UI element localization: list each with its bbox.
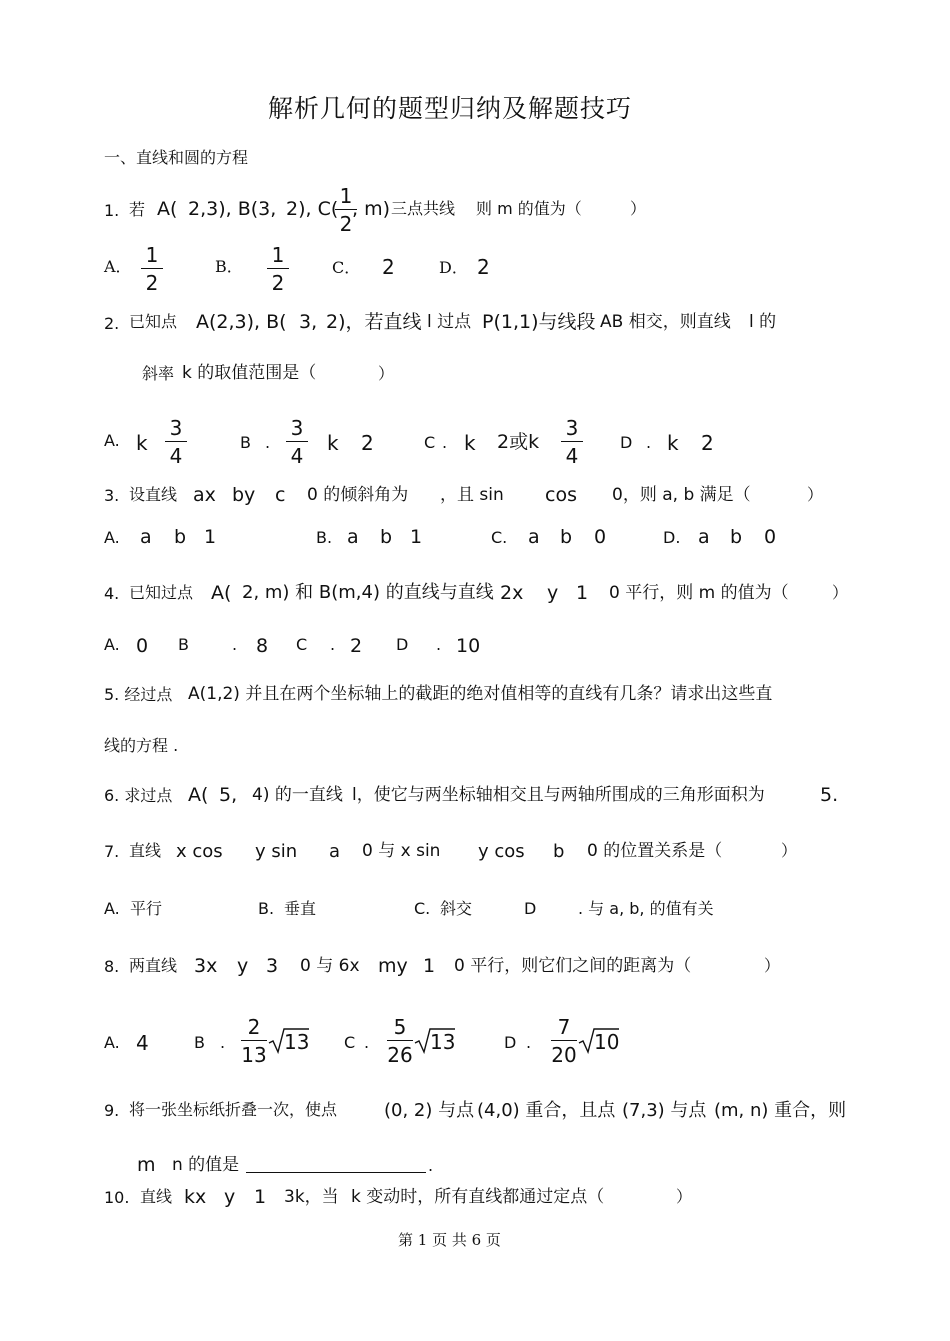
- q9-math: (m, n) 重合，则: [714, 1100, 847, 1121]
- q3-option-b-var: a: [347, 526, 359, 548]
- q1-option-a-label: A．: [104, 257, 132, 276]
- q1-math: 2,3), B(3,: [188, 198, 277, 220]
- q2-option-c-text: 2或k: [497, 431, 540, 453]
- q2-math: 3,: [299, 311, 318, 333]
- q4-number: 4.: [104, 584, 120, 603]
- q4-text: 0 平行，则 m 的值为（: [609, 583, 789, 603]
- q3-option-a-label: A.: [104, 528, 120, 547]
- q3-option-d-label: D.: [663, 528, 681, 547]
- q4-option-d-dot: .: [436, 635, 442, 654]
- q2-option-b-value: 2: [361, 431, 374, 455]
- q8-option-b-radicand: 13: [284, 1030, 310, 1054]
- q8-option-a-label: A.: [104, 1033, 120, 1052]
- q1-math: , m): [352, 198, 390, 220]
- q10-text: ）: [676, 1187, 693, 1206]
- q3-option-a-var: b: [174, 526, 187, 548]
- q8-option-b-fraction: 2 13: [241, 1015, 267, 1067]
- q7-text: ）: [781, 841, 798, 860]
- q2-option-a-fraction: 3 4: [164, 418, 188, 466]
- q3-option-c-var: a: [528, 526, 540, 548]
- q2-text: ）: [378, 364, 395, 383]
- q3-math: cos: [545, 484, 577, 506]
- q4-math: 2x: [500, 582, 524, 604]
- q10-text: k 变动时，所有直线都通过定点（: [351, 1187, 605, 1207]
- q4-option-b-value: 8: [256, 635, 269, 657]
- q9-math: (0, 2) 与点: [384, 1100, 475, 1121]
- q2-option-b-dot: .: [265, 433, 271, 452]
- q2-text: 已知点: [129, 312, 178, 331]
- q8-text: ）: [764, 956, 781, 975]
- q3-text: 0，则 a, b 满足（: [612, 485, 751, 505]
- q2-number: 2.: [104, 314, 120, 333]
- q5-text: A(1,2) 并且在两个坐标轴上的截距的绝对值相等的直线有几条？请求出这些直: [188, 684, 773, 704]
- q4-option-c-value: 2: [350, 635, 363, 657]
- q1-option-d-label: D．: [439, 258, 468, 277]
- q7-text: 直线: [129, 841, 162, 860]
- q3-math: c: [275, 484, 286, 506]
- q8-number: 8.: [104, 957, 120, 976]
- q2-option-b-var: k: [327, 431, 339, 455]
- q1-math: 2), C(: [286, 198, 339, 220]
- q1-option-d-value: 2: [477, 255, 490, 279]
- q7-math: b: [553, 841, 565, 862]
- q2-option-d-value: 2: [701, 431, 714, 455]
- q8-math: y: [237, 955, 249, 977]
- q4-option-b-dot: .: [232, 635, 238, 654]
- q8-option-d-label: D: [504, 1033, 517, 1052]
- q2-option-b-label: B: [240, 433, 251, 452]
- q3-number: 3.: [104, 486, 120, 505]
- q4-math: 1: [576, 582, 589, 604]
- q2-option-d-var: k: [667, 431, 679, 455]
- q7-option-a-text: 平行: [130, 899, 163, 918]
- q6-text: 4) 的一直线: [252, 785, 343, 805]
- q2-option-a-label: A.: [104, 431, 120, 450]
- q7-math: y sin: [255, 841, 298, 862]
- q1-text: 三点共线: [391, 199, 456, 218]
- q1-option-b-fraction: 1 2: [266, 245, 290, 293]
- q7-text: 0 的位置关系是（: [587, 841, 723, 861]
- q2-option-a-var: k: [136, 431, 148, 455]
- q3-option-a-var: a: [140, 526, 152, 548]
- q8-math: 1: [423, 955, 436, 977]
- q9-number: 9.: [104, 1101, 120, 1120]
- q10-math: y: [224, 1186, 236, 1208]
- q8-text: 0 平行，则它们之间的距离为（: [454, 956, 692, 976]
- q8-option-c-fraction: 5 26: [387, 1015, 413, 1067]
- q3-option-c-value: 0: [594, 526, 607, 548]
- q9-math: (4,0) 重合，且点: [477, 1100, 616, 1121]
- q4-option-c-dot: .: [330, 635, 336, 654]
- q3-text: ，且 sin: [440, 485, 504, 505]
- q7-number: 7.: [104, 842, 120, 861]
- q6-math: 5,: [219, 784, 238, 806]
- q1-option-b-label: B．: [215, 257, 243, 276]
- q9-text: n 的值是: [172, 1155, 240, 1175]
- q3-text: ）: [807, 485, 824, 504]
- q2-option-c-dot: .: [442, 433, 448, 452]
- q5-text: 5. 经过点: [104, 685, 173, 704]
- q1-math: A(: [157, 198, 178, 220]
- q6-math: A(: [188, 784, 209, 806]
- q8-math: 3x: [194, 955, 218, 977]
- q4-option-d-label: D: [396, 635, 409, 654]
- q4-option-c-label: C: [296, 635, 308, 654]
- q10-text: 3k，当: [284, 1187, 339, 1207]
- q4-option-b-label: B: [178, 635, 189, 654]
- q8-option-d-radicand: 10: [594, 1030, 620, 1054]
- q8-option-c-label: C: [344, 1033, 356, 1052]
- q6-text: l，使它与两坐标轴相交且与两轴所围成的三角形面积为: [352, 785, 765, 805]
- q4-text: ）: [832, 583, 849, 602]
- q2-option-c-fraction: 3 4: [560, 418, 584, 466]
- q8-option-d-fraction: 7 20: [551, 1015, 577, 1067]
- q10-text: 直线: [140, 1187, 173, 1206]
- q3-text: 0 的倾斜角为: [307, 485, 409, 505]
- q1-option-a-fraction: 1 2: [140, 245, 164, 293]
- q6-math: 5.: [820, 784, 839, 806]
- q9-text: 将一张坐标纸折叠一次，使点: [129, 1100, 338, 1119]
- q1-text: 若: [129, 200, 146, 219]
- q3-option-c-label: C.: [491, 528, 508, 547]
- q3-option-d-var: a: [698, 526, 710, 548]
- q2-text: l 的: [749, 312, 777, 332]
- q8-math: 3: [266, 955, 279, 977]
- q8-option-c-radicand: 13: [430, 1030, 456, 1054]
- answer-blank: [246, 1172, 426, 1173]
- q4-text: 已知过点: [129, 583, 194, 602]
- q1-option-c-label: C．: [332, 258, 361, 277]
- q10-number: 10.: [104, 1188, 130, 1207]
- q7-option-d-text: . 与 a, b, 的值有关: [578, 899, 714, 918]
- q7-option-a-label: A.: [104, 899, 120, 918]
- q1-text: 则 m 的值为（: [476, 199, 582, 218]
- q7-option-b-text: 垂直: [284, 899, 317, 918]
- q4-option-d-value: 10: [456, 635, 481, 657]
- q9-math: (7,3) 与点: [622, 1100, 707, 1121]
- q1-text: ）: [630, 199, 647, 218]
- q4-option-a-label: A.: [104, 635, 120, 654]
- q2-text: k 的取值范围是（: [182, 363, 317, 383]
- q3-option-a-value: 1: [204, 526, 217, 548]
- q7-text: 0 与 x sin: [362, 841, 441, 861]
- q8-option-d-dot: .: [526, 1033, 532, 1052]
- q1-option-c-value: 2: [382, 255, 395, 279]
- q1-number: 1.: [104, 201, 120, 220]
- q6-text: 6. 求过点: [104, 786, 173, 805]
- q4-math: y: [547, 582, 559, 604]
- q8-option-b-dot: .: [220, 1033, 226, 1052]
- q9-text: .: [428, 1156, 434, 1175]
- q8-math: my: [378, 955, 408, 977]
- q4-math: 2, m) 和 B(m,4) 的直线与直线: [242, 582, 494, 603]
- q2-option-c-label: C: [424, 433, 436, 452]
- q3-option-d-value: 0: [764, 526, 777, 548]
- q7-option-b-label: B.: [258, 899, 275, 918]
- q2-option-d-dot: .: [646, 433, 652, 452]
- document-title: 解析几何的题型归纳及解题技巧: [268, 94, 633, 123]
- q2-math: P(1,1)与线段: [482, 311, 596, 333]
- q10-math: 1: [254, 1186, 267, 1208]
- q10-math: kx: [184, 1186, 207, 1208]
- q7-option-c-label: C.: [414, 899, 431, 918]
- page-footer: 第 1 页 共 6 页: [398, 1231, 501, 1249]
- q2-text: 斜率: [142, 364, 175, 383]
- q3-text: 设直线: [129, 485, 178, 504]
- q3-option-d-var: b: [730, 526, 743, 548]
- q2-math: A(2,3), B(: [196, 311, 287, 333]
- q2-math: 2)，若直线: [326, 311, 422, 333]
- q3-option-b-value: 1: [410, 526, 423, 548]
- q7-option-c-text: 斜交: [440, 899, 473, 918]
- section-heading: 一、直线和圆的方程: [104, 148, 249, 167]
- q7-math: x cos: [176, 841, 223, 862]
- q5-text: 线的方程 .: [104, 736, 179, 755]
- q7-math: y cos: [478, 841, 525, 862]
- q2-option-d-label: D: [620, 433, 633, 452]
- q8-text: 0 与 6x: [300, 956, 360, 976]
- q3-math: by: [232, 484, 256, 506]
- q8-option-a-value: 4: [136, 1031, 149, 1055]
- q9-math: m: [137, 1154, 156, 1176]
- q7-option-d-label: D: [524, 899, 537, 918]
- q3-option-b-label: B.: [316, 528, 333, 547]
- q1-fraction: 1 2: [334, 186, 358, 234]
- q7-math: a: [329, 841, 341, 862]
- q4-option-a-value: 0: [136, 635, 149, 657]
- q3-math: ax: [193, 484, 216, 506]
- q3-option-c-var: b: [560, 526, 573, 548]
- q2-text: l 过点: [427, 312, 472, 332]
- q4-math: A(: [211, 582, 232, 604]
- q8-text: 两直线: [129, 956, 178, 975]
- q2-option-b-fraction: 3 4: [285, 418, 309, 466]
- q2-option-c-var: k: [464, 431, 476, 455]
- q2-text: AB 相交，则直线: [600, 312, 731, 332]
- q8-option-b-label: B: [194, 1033, 205, 1052]
- q3-option-b-var: b: [380, 526, 393, 548]
- q8-option-c-dot: .: [364, 1033, 370, 1052]
